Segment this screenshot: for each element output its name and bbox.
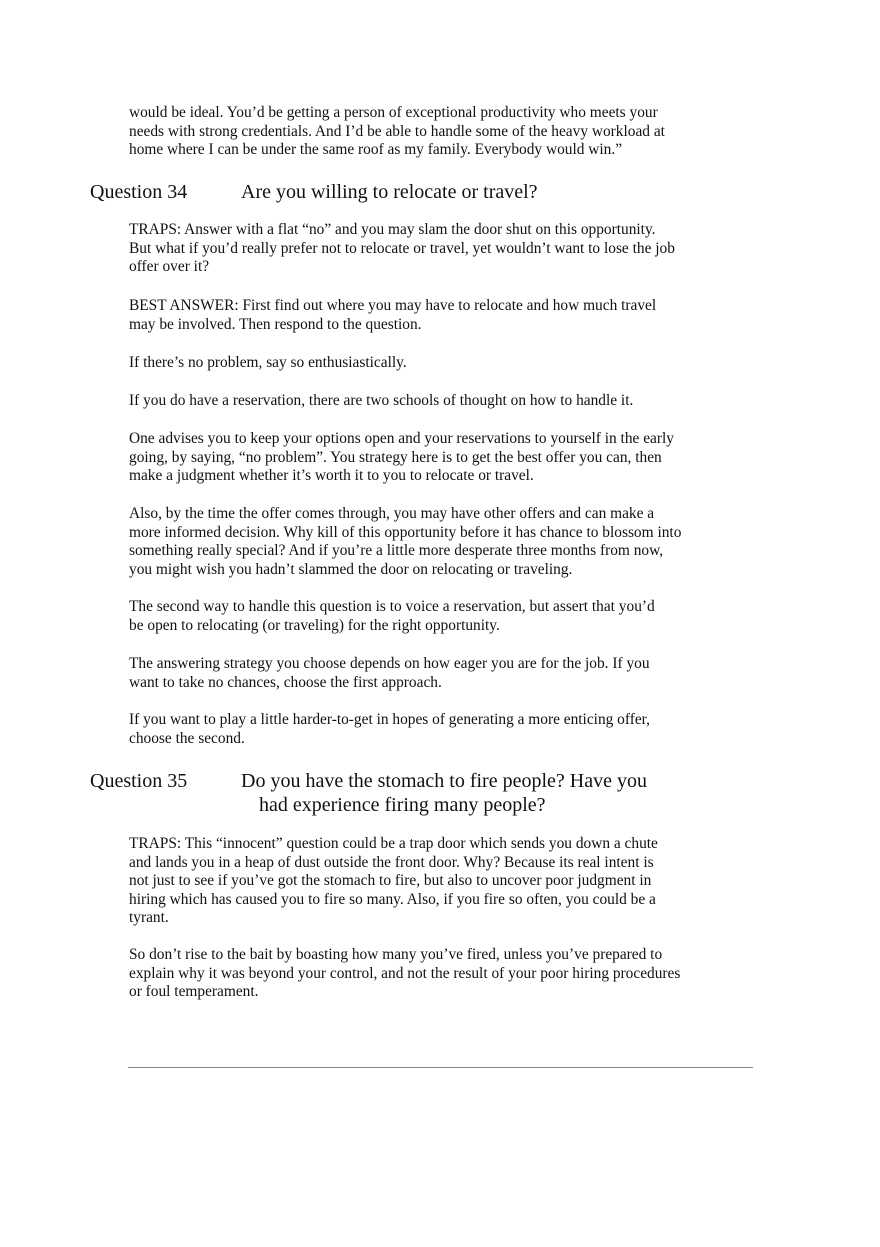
q34-paragraph-strategy: The answering strategy you choose depends on how eager you are for the job. If you want to take no chances, choose the first approach. [129, 655, 650, 691]
q34-best-answer-paragraph: BEST ANSWER: First find out where you may have to relocate and how much travel may be involved. Then respond to the question. [129, 297, 657, 333]
q35-traps-paragraph: TRAPS: This “innocent” question could be a trap door which sends you down a chute and lands you in a heap of dust outside the front door. Why? Because its real intent is not just to see if you’ve got the stomach to fire, but also to uncover poor judgment in hiring which has caused you to fire so many. Also, if you fire so often, you could be a tyrant. [129, 835, 658, 927]
q34-paragraph-reservation: If you do have a reservation, there are two schools of thought on how to handle it. [129, 392, 634, 409]
q34-paragraph-options-open: One advises you to keep your options open and your reservations to yourself in the early going, by saying, “no problem”. You strategy here is to get the best offer you can, then make a judgment whether it’s worth it to you to relocate or travel. [129, 430, 674, 485]
question-35-title-line-1: Do you have the stomach to fire people? Have you [241, 770, 647, 792]
q35-paragraph-bait: So don’t rise to the bait by boasting how many you’ve fired, unless you’ve prepared to explain why it was beyond your control, and not the result of your poor hiring procedures or foul temperament. [129, 946, 681, 1001]
footer-divider [128, 1067, 753, 1068]
q34-paragraph-no-problem: If there’s no problem, say so enthusiastically. [129, 354, 407, 371]
q34-traps-paragraph: TRAPS: Answer with a flat “no” and you may slam the door shut on this opportunity. But what if you’d really prefer not to relocate or travel, yet wouldn’t want to lose the job offer over it? [129, 221, 675, 276]
question-34-number: Question 34 [90, 181, 188, 203]
question-34-title: Are you willing to relocate or travel? [241, 181, 538, 203]
q34-paragraph-second-way: The second way to handle this question is to voice a reservation, but assert that you’d be open to relocating (or traveling) for the right opportunity. [129, 598, 655, 634]
question-35-number: Question 35 [90, 770, 188, 792]
q34-paragraph-other-offers: Also, by the time the offer comes through, you may have other offers and can make a more informed decision. Why kill of this opportunity before it has chance to blossom into something really special? And if you’re a little more desperate three months from now, you might wish you hadn’t slammed the door on relocating or traveling. [129, 505, 682, 578]
question-35-title-line-2: had experience firing many people? [259, 794, 546, 816]
q34-paragraph-harder-to-get: If you want to play a little harder-to-get in hopes of generating a more enticing offer, choose the second. [129, 711, 651, 747]
intro-paragraph: would be ideal. You’d be getting a person of exceptional productivity who meets your needs with strong credentials. And I’d be able to handle some of the heavy workload at home where I can be under the same roof as my family. Everybody would win.” [129, 104, 665, 159]
